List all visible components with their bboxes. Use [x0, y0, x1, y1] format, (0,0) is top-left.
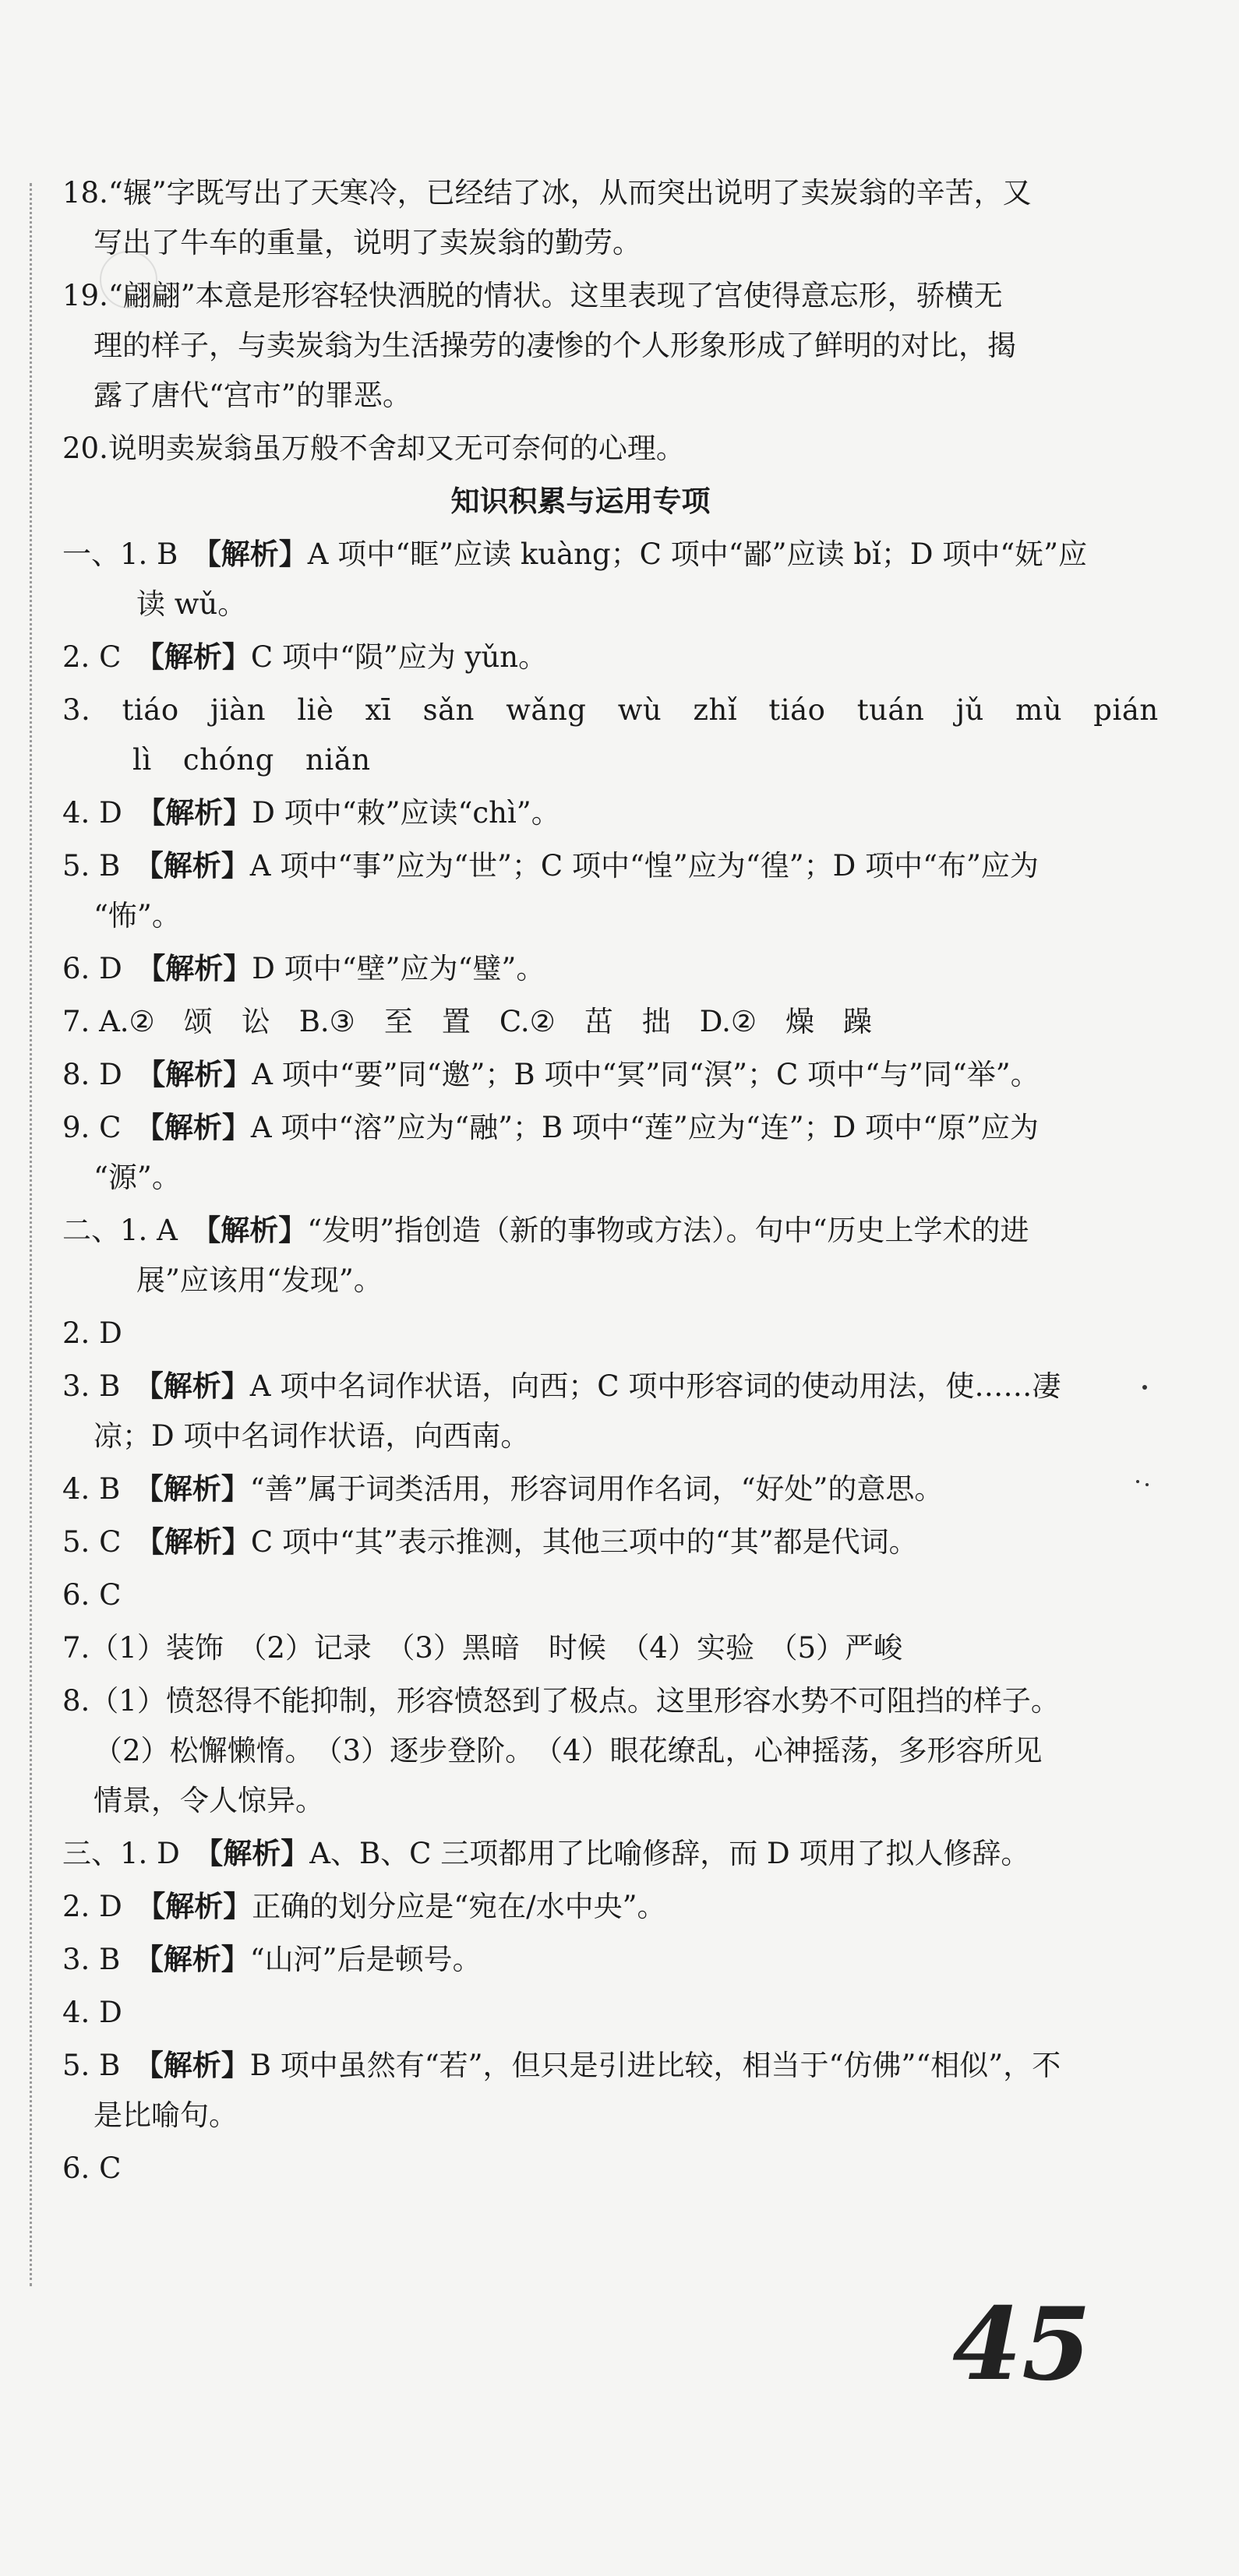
item-text: lì chóng niǎn [132, 743, 371, 777]
item-text: 凉；D 项中名词作状语，向西南。 [94, 1419, 530, 1453]
analysis-tag: 【解析】 [208, 1837, 310, 1870]
item-explanation: 正确的划分应是“宛在/水中央”。 [252, 1890, 666, 1923]
analysis-tag: 【解析】 [206, 1214, 308, 1247]
answer-item-line [62, 534, 1099, 575]
item-text: 8. D [62, 1058, 151, 1091]
item-text: 二、1. A [62, 1214, 206, 1247]
answer-item-line [62, 1108, 1099, 1148]
answer-item-line [62, 1055, 1099, 1095]
answer-line: 18.“辗”字既写出了天寒冷，已经结了冰，从而突出说明了卖炭翁的辛苦，又 [62, 176, 1032, 210]
answer-item-line [62, 1366, 1099, 1407]
answer-item-line [62, 690, 1159, 731]
item-text: 4. B [62, 1472, 150, 1506]
answer-item-line [62, 1940, 1099, 1980]
item-explanation: A 项中名词作状语，向西；C 项中形容词的使动用法，使……凄 [249, 1369, 1061, 1403]
answer-item-line [62, 896, 1099, 936]
item-text: 是比喻句。 [94, 2099, 238, 2132]
item-text: 5. B [62, 2049, 150, 2082]
item-text: 7. A.② 颂 讼 B.③ 至 置 C.② 茁 拙 D.② 燥 躁 [62, 1005, 873, 1038]
answer-item-line [62, 793, 1099, 833]
speck [1142, 1385, 1147, 1390]
analysis-tag: 【解析】 [150, 952, 252, 985]
item-text: 8.（1）愤怒得不能抑制，形容愤怒到了极点。这里形容水势不可阻挡的样子。 [62, 1684, 1060, 1718]
speck [1145, 1483, 1149, 1486]
item-text: 三、1. D [62, 1837, 209, 1870]
item-text: 2. D [62, 1316, 122, 1350]
item-text: 6. C [62, 2151, 122, 2185]
analysis-tag: 【解析】 [149, 1472, 250, 1506]
answer-item-line [62, 1887, 1099, 1927]
answer-item-line [62, 1522, 1099, 1563]
item-text: 5. C [62, 1525, 150, 1559]
item-text: （2）松懈懒惰。 （3）逐步登阶。 （4）眼花缭乱，心神摇荡，多形容所见 [94, 1734, 1043, 1767]
answer-item-line [62, 1628, 1099, 1669]
analysis-tag: 【解析】 [150, 1525, 251, 1559]
item-explanation: “发明”指创造（新的事物或方法）。句中“历史上学术的进 [307, 1214, 1029, 1247]
analysis-tag: 【解析】 [206, 537, 308, 571]
answer-line: 20.说明卖炭翁虽万般不舍却又无可奈何的心理。 [62, 432, 685, 465]
answer-item-line [62, 1416, 1099, 1457]
item-explanation: D 项中“敕”应读“chì”。 [252, 796, 560, 830]
item-text: 4. D [62, 796, 151, 830]
section-title: 知识积累与运用专项 [450, 485, 711, 518]
answer-item-line [62, 740, 1099, 781]
item-text: 5. B [62, 849, 150, 883]
answer-item-line [62, 2046, 1099, 2086]
analysis-tag: 【解析】 [150, 1890, 252, 1923]
item-text: 情景，令人惊异。 [94, 1784, 324, 1817]
item-text: 2. C [62, 640, 150, 674]
answer-item-line [62, 1993, 1099, 2033]
item-text: 3. B [62, 1943, 150, 1976]
answer-item-line [62, 1158, 1099, 1198]
item-explanation: D 项中“壁”应为“璧”。 [252, 952, 545, 985]
item-text: “源”。 [94, 1161, 181, 1194]
item-explanation: B 项中虽然有“若”，但只是引进比较，相当于“仿佛”“相似”，不 [249, 2049, 1061, 2082]
answer-item-line [62, 2095, 1099, 2136]
item-text: 一、1. B [62, 537, 207, 571]
item-text: 3. tiáo jiàn liè xī sǎn wǎng wù zhǐ tiáo tuán jǔ mù pián [62, 693, 1159, 727]
answer-item-line [62, 584, 1099, 625]
analysis-tag: 【解析】 [150, 796, 252, 830]
answer-item-line [62, 1313, 1099, 1354]
item-explanation: “善”属于词类活用，形容词用作名词，“好处”的意思。 [249, 1472, 944, 1506]
item-text: 3. B [62, 1369, 150, 1403]
item-text: 7.（1）装饰 （2）记录 （3）黑暗 时候 （4）实验 （5）严峻 [62, 1631, 903, 1665]
item-explanation: A 项中“事”应为“世”；C 项中“惶”应为“徨”；D 项中“布”应为 [249, 849, 1039, 883]
item-explanation: “山河”后是顿号。 [249, 1943, 482, 1976]
answer-item-line [62, 637, 1099, 678]
item-explanation: C 项中“陨”应为 yǔn。 [250, 640, 548, 674]
item-text: 6. C [62, 1578, 122, 1612]
item-text: 4. D [62, 1996, 122, 2029]
answer-content [62, 173, 1159, 2201]
analysis-tag: 【解析】 [149, 2049, 250, 2082]
answer-line: 写出了牛车的重量，说明了卖炭翁的勤劳。 [94, 226, 641, 259]
analysis-tag: 【解析】 [150, 1058, 252, 1091]
binding-margin-line [30, 183, 32, 2286]
item-text: 读 wǔ。 [136, 587, 247, 621]
answer-line: 理的样子，与卖炭翁为生活操劳的凄惨的个人形象形成了鲜明的对比，揭 [94, 329, 1016, 362]
answer-item-line [62, 1834, 1099, 1874]
answer-item-line [62, 1575, 1099, 1616]
item-text: “怖”。 [94, 899, 181, 932]
item-text: 展”应该用“发现”。 [136, 1263, 383, 1297]
analysis-tag: 【解析】 [149, 1369, 250, 1403]
answer-item-line [62, 1210, 1099, 1251]
analysis-tag: 【解析】 [149, 849, 250, 883]
item-explanation: A 项中“要”同“邀”；B 项中“冥”同“溟”；C 项中“与”同“举”。 [252, 1058, 1040, 1091]
item-text: 9. C [62, 1111, 150, 1144]
answer-line: 19.“翩翩”本意是形容轻快洒脱的情状。这里表现了宫使得意忘形，骄横无 [62, 279, 1003, 312]
answer-item-line [62, 846, 1099, 886]
answer-line: 露了唐代“宫市”的罪恶。 [94, 379, 411, 412]
page-number: 45 [952, 2286, 1092, 2403]
answer-item-line [62, 1681, 1099, 1721]
item-text: 6. D [62, 952, 151, 985]
item-explanation: A 项中“溶”应为“融”；B 项中“莲”应为“连”；D 项中“原”应为 [250, 1111, 1039, 1144]
speck [1136, 1480, 1139, 1483]
answer-items [62, 534, 1159, 2189]
analysis-tag: 【解析】 [150, 1111, 251, 1144]
answer-item-line [62, 1260, 1099, 1301]
answer-item-line [62, 1002, 1099, 1042]
analysis-tag: 【解析】 [149, 1943, 250, 1976]
item-text: 2. D [62, 1890, 151, 1923]
item-explanation: A、B、C 三项都用了比喻修辞，而 D 项用了拟人修辞。 [309, 1837, 1030, 1870]
answer-item-line [62, 1469, 1099, 1510]
answer-item-line [62, 2148, 1099, 2189]
item-explanation: A 项中“眶”应读 kuàng；C 项中“鄙”应读 bǐ；D 项中“妩”应 [307, 537, 1088, 571]
item-explanation: C 项中“其”表示推测，其他三项中的“其”都是代词。 [250, 1525, 918, 1559]
answer-item-line [62, 949, 1099, 989]
answer-item-line [62, 1781, 1099, 1821]
analysis-tag: 【解析】 [150, 640, 251, 674]
answer-item-line [62, 1731, 1099, 1771]
